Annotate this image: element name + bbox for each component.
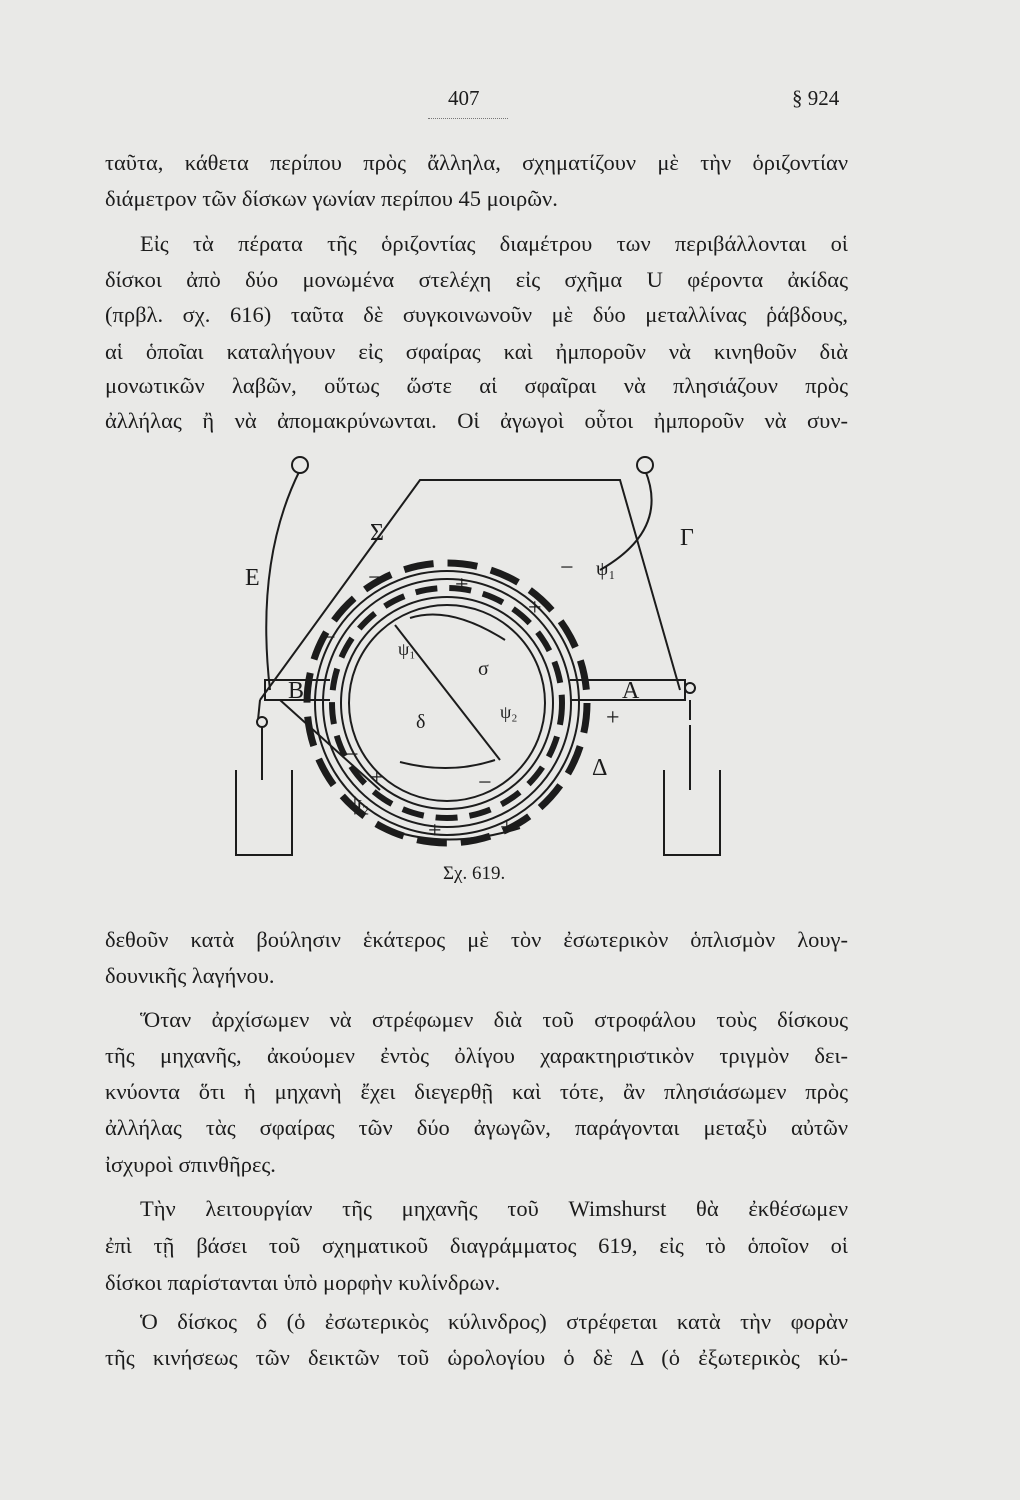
text-line: ἀλλήλας ἢ νὰ ἀπομακρύνωνται. Οἱ ἀγωγοὶ οὗτοι ἠμποροῦν νὰ συν- — [105, 408, 848, 433]
label-A: Α — [622, 678, 640, 704]
label-psi1: ψ₁ — [596, 558, 616, 580]
label-psi2-inner: ψ₂ — [500, 702, 518, 722]
text-line: Τὴν λειτουργίαν τῆς μηχανῆς τοῦ Wimshurst θὰ ἐκθέσωμεν — [140, 1196, 848, 1221]
label-delta-small: δ — [416, 711, 426, 733]
label-E: Ε — [245, 565, 260, 591]
text-line: τῆς μηχανῆς, ἀκούομεν ἐντὸς ὀλίγου χαρακτηριστικὸν τριγμὸν δει- — [105, 1043, 848, 1068]
label-sigma: Σ — [370, 520, 384, 546]
label-Delta: Δ — [592, 755, 608, 781]
section-number: § 924 — [792, 86, 840, 110]
figure-caption: Σχ. 619. — [443, 863, 506, 884]
text-line: διάμετρον τῶν δίσκων γωνίαν περίπου 45 μοιρῶν. — [105, 186, 558, 211]
plus-sign: + — [455, 572, 469, 598]
wimshurst-diagram — [0, 440, 1020, 870]
minus-sign: − — [560, 555, 574, 581]
text-line: δουνικῆς λαγήνου. — [105, 963, 275, 988]
page-number: 407 — [448, 86, 480, 110]
plus-sign: + — [528, 595, 542, 621]
text-line: δεθοῦν κατὰ βούλησιν ἑκάτερος μὲ τὸν ἐσωτερικὸν ὁπλισμὸν λουγ- — [105, 927, 848, 952]
text-line: τῆς κινήσεως τῶν δεικτῶν τοῦ ὡρολογίου ὁ δὲ Δ (ὁ ἐξωτερικὸς κύ- — [105, 1345, 848, 1370]
plus-sign: + — [500, 815, 514, 841]
text-line: μονωτικῶν λαβῶν, οὕτως ὥστε αἱ σφαῖραι νὰ πλησιάζουν πρὸς — [105, 373, 848, 398]
text-line: ἐπὶ τῇ βάσει τοῦ σχηματικοῦ διαγράμματος 619, εἰς τὸ ὁποῖον οἱ — [105, 1233, 848, 1258]
text-line: δίσκοι ἀπὸ δύο μονωμένα στελέχη εἰς σχῆμα U φέροντα ἀκίδας — [105, 267, 848, 292]
plus-sign: + — [606, 705, 620, 731]
text-line: κνύοντα ὅτι ἡ μηχανὴ ἔχει διεγερθῇ καὶ τότε, ἂν πλησιάσωμεν πρὸς — [105, 1079, 848, 1104]
minus-sign: − — [478, 770, 492, 796]
minus-sign: − — [322, 625, 336, 651]
text-line: Ὁ δίσκος δ (ὁ ἐσωτερικὸς κύλινδρος) στρέφεται κατὰ τὴν φορὰν — [140, 1309, 848, 1334]
text-line: (πρβλ. σχ. 616) ταῦτα δὲ συγκοινωνοῦν μὲ δύο μεταλλίνας ῥάβδους, — [105, 302, 848, 327]
label-G: Γ — [680, 525, 694, 551]
minus-sign: − — [368, 565, 382, 591]
text-line: ἰσχυροὶ σπινθῆρες. — [105, 1152, 276, 1177]
label-psi1-inner: ψ₁ — [398, 639, 416, 659]
label-B: Β — [288, 678, 305, 704]
plus-sign: + — [370, 765, 384, 791]
text-line: ταῦτα, κάθετα περίπου πρὸς ἄλληλα, σχηματίζουν μὲ τὴν ὁριζοντίαν — [105, 150, 848, 175]
text-line: ἀλλήλας τὰς σφαίρας τῶν δύο ἀγωγῶν, παράγονται μεταξὺ αὐτῶν — [105, 1115, 848, 1140]
text-line: Εἰς τὰ πέρατα τῆς ὁριζοντίας διαμέτρου των περιβάλλονται οἱ — [140, 231, 848, 256]
plus-sign: + — [428, 818, 442, 844]
label-psi2: ψ₂ — [348, 790, 370, 815]
text-line: αἱ ὁποῖαι καταλήγουν εἰς σφαίρας καὶ ἠμποροῦν νὰ κινηθοῦν διὰ — [105, 339, 848, 364]
header-rule — [428, 118, 508, 119]
text-line: δίσκοι παρίστανται ὑπὸ μορφὴν κυλίνδρων. — [105, 1270, 501, 1295]
text-line: Ὅταν ἀρχίσωμεν νὰ στρέφωμεν διὰ τοῦ στροφάλου τοὺς δίσκους — [140, 1007, 848, 1032]
label-sigma-small: σ — [478, 658, 489, 680]
minus-sign: − — [345, 742, 359, 768]
